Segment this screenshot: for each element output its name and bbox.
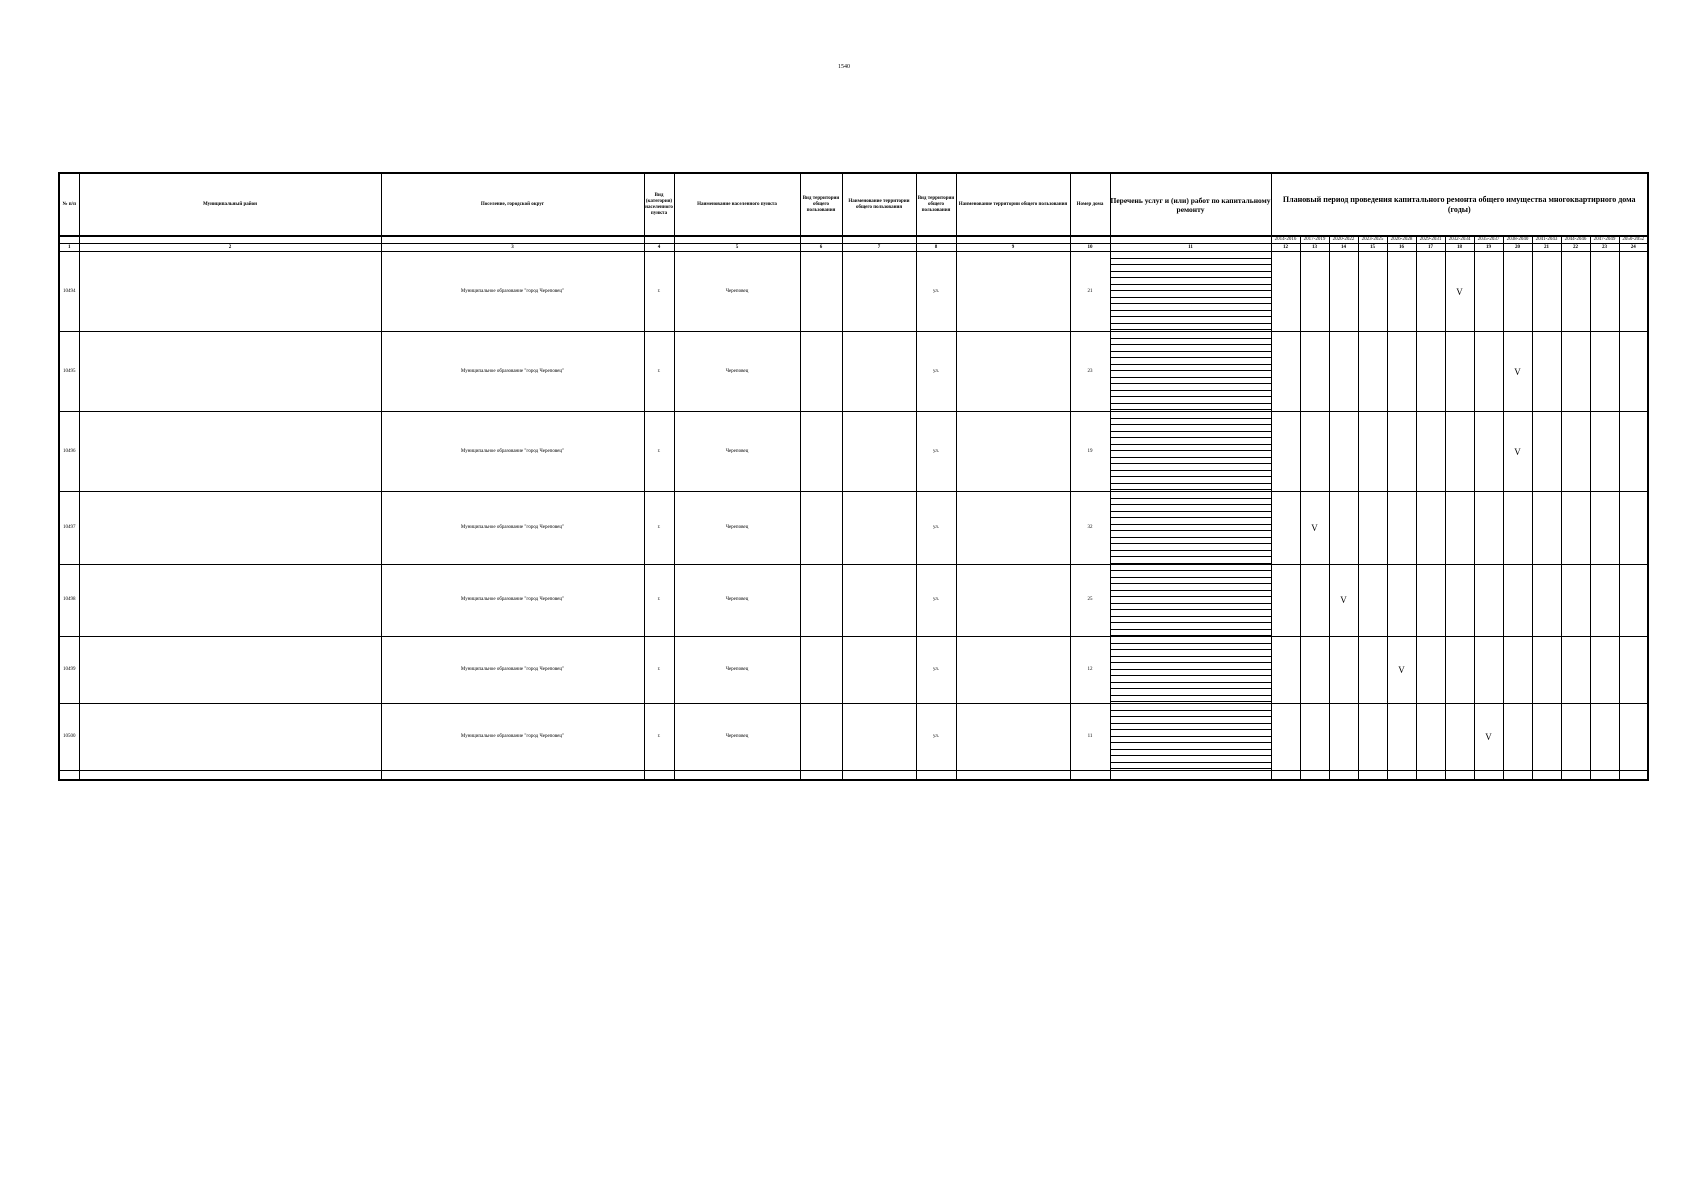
year-cell	[1271, 412, 1300, 492]
area-kind-cell	[800, 564, 842, 637]
year-cell	[1271, 332, 1300, 412]
column-number: 21	[1532, 244, 1561, 252]
header-area-kind: Вид территории общего пользования	[800, 173, 842, 236]
year-cell	[1300, 252, 1329, 332]
column-number: 10	[1070, 244, 1110, 252]
locality-kind-cell: г.	[644, 252, 674, 332]
year-cell	[1445, 412, 1474, 492]
column-number: 6	[800, 244, 842, 252]
year-cell	[1532, 252, 1561, 332]
header-locality: Наименование населенного пункта	[674, 173, 800, 236]
year-cell	[1445, 704, 1474, 771]
column-number: 13	[1300, 244, 1329, 252]
row-number: 10498	[59, 564, 79, 637]
year-cell	[1474, 564, 1503, 637]
year-cell	[1532, 637, 1561, 704]
works-list-line	[1111, 324, 1271, 331]
year-header: 2038-2040	[1503, 236, 1532, 244]
empty-cell	[916, 771, 956, 781]
year-cell	[1561, 637, 1590, 704]
empty-cell	[1416, 771, 1445, 781]
row-number: 10499	[59, 637, 79, 704]
year-cell	[1474, 637, 1503, 704]
year-cell	[1329, 252, 1358, 332]
year-cell	[1503, 564, 1532, 637]
works-list-cell	[1110, 492, 1271, 565]
year-cell	[1271, 564, 1300, 637]
year-header: 2017-2019	[1300, 236, 1329, 244]
works-list-line	[1111, 630, 1271, 637]
column-number: 24	[1619, 244, 1648, 252]
year-cell	[1358, 332, 1387, 412]
area-kind-cell	[800, 492, 842, 565]
area-name-cell	[842, 412, 916, 492]
year-header: 2014-2016	[1271, 236, 1300, 244]
year-header: 2023-2025	[1358, 236, 1387, 244]
row-number: 10496	[59, 412, 79, 492]
works-list-cell	[1110, 412, 1271, 492]
year-cell	[1561, 492, 1590, 565]
year-header: 2029-2031	[1416, 236, 1445, 244]
column-number: 5	[674, 244, 800, 252]
table-row	[59, 412, 1648, 492]
year-cell	[1416, 564, 1445, 637]
year-cell	[1358, 492, 1387, 565]
column-numbers-row	[59, 244, 1648, 252]
year-cell	[1445, 492, 1474, 565]
area-name-cell	[842, 564, 916, 637]
empty-cell	[1387, 771, 1416, 781]
year-cell	[1445, 637, 1474, 704]
works-list-line	[1111, 484, 1271, 491]
works-list-cell	[1110, 704, 1271, 771]
year-cell	[1590, 564, 1619, 637]
header-number: № п/п	[59, 173, 79, 236]
table-row	[59, 492, 1648, 565]
area-kind-cell	[800, 252, 842, 332]
year-cell	[1619, 564, 1648, 637]
locality-cell: Череповец	[674, 637, 800, 704]
year-cell	[1619, 637, 1648, 704]
year-cell	[1358, 637, 1387, 704]
empty-cell	[644, 771, 674, 781]
year-cell	[1503, 637, 1532, 704]
column-number: 9	[956, 244, 1070, 252]
locality-kind-cell: г.	[644, 412, 674, 492]
year-cell	[1387, 564, 1416, 637]
year-cell	[1445, 564, 1474, 637]
works-list-cell	[1110, 252, 1271, 332]
empty-cell	[1358, 771, 1387, 781]
year-cell	[1474, 412, 1503, 492]
empty-cell	[381, 771, 644, 781]
header-area-name: Наименование территории общего пользования	[842, 173, 916, 236]
planned-period-mark: V	[1387, 637, 1416, 704]
year-cell	[1329, 412, 1358, 492]
row-number: 10495	[59, 332, 79, 412]
area-kind-cell	[800, 412, 842, 492]
year-cell	[1503, 252, 1532, 332]
year-cell	[1561, 704, 1590, 771]
header-house: Номер дома	[1070, 173, 1110, 236]
planned-period-mark: V	[1503, 412, 1532, 492]
table-row	[59, 637, 1648, 704]
house-number-cell: 23	[1070, 332, 1110, 412]
year-cell	[1416, 332, 1445, 412]
area-kind-cell	[800, 332, 842, 412]
column-number: 19	[1474, 244, 1503, 252]
column-number: 18	[1445, 244, 1474, 252]
street-kind-cell: ул.	[916, 332, 956, 412]
empty-cell	[1503, 771, 1532, 781]
header-district: Муниципальный район	[79, 173, 381, 236]
house-number-cell: 21	[1070, 252, 1110, 332]
settlement-cell: Муниципальное образование "город Череповец"	[381, 332, 644, 412]
column-number: 23	[1590, 244, 1619, 252]
locality-cell: Череповец	[674, 332, 800, 412]
locality-cell: Череповец	[674, 252, 800, 332]
settlement-cell: Муниципальное образование "город Череповец"	[381, 637, 644, 704]
empty-cell	[800, 771, 842, 781]
works-list-line	[1111, 557, 1271, 564]
district-cell	[79, 637, 381, 704]
empty-cell	[1271, 771, 1300, 781]
settlement-cell: Муниципальное образование "город Череповец"	[381, 704, 644, 771]
locality-kind-cell: г.	[644, 492, 674, 565]
year-cell	[1445, 332, 1474, 412]
year-cell	[1416, 704, 1445, 771]
street-kind-cell: ул.	[916, 412, 956, 492]
column-number: 17	[1416, 244, 1445, 252]
district-cell	[79, 252, 381, 332]
year-cell	[1300, 637, 1329, 704]
year-cell	[1387, 332, 1416, 412]
year-cell	[1358, 704, 1387, 771]
year-cell	[1590, 332, 1619, 412]
page-number: 1540	[838, 64, 850, 70]
settlement-cell: Муниципальное образование "город Череповец"	[381, 252, 644, 332]
year-cell	[1271, 637, 1300, 704]
year-cell	[1416, 252, 1445, 332]
area-name-cell	[842, 252, 916, 332]
planned-period-mark: V	[1445, 252, 1474, 332]
year-cell	[1329, 332, 1358, 412]
house-number-cell: 25	[1070, 564, 1110, 637]
empty-cell	[1329, 771, 1358, 781]
empty-cell	[1300, 771, 1329, 781]
table-row	[59, 252, 1648, 332]
year-cell	[1503, 704, 1532, 771]
year-cell	[1387, 412, 1416, 492]
year-cell	[1387, 704, 1416, 771]
year-cell	[1387, 252, 1416, 332]
empty-cell	[1590, 771, 1619, 781]
table-row	[59, 704, 1648, 771]
year-cell	[1358, 252, 1387, 332]
street-kind-cell: ул.	[916, 252, 956, 332]
empty-cell	[1110, 771, 1271, 781]
planned-period-mark: V	[1503, 332, 1532, 412]
district-cell	[79, 704, 381, 771]
street-name-cell	[956, 704, 1070, 771]
planned-period-mark: V	[1474, 704, 1503, 771]
year-cell	[1561, 564, 1590, 637]
column-number: 7	[842, 244, 916, 252]
header-settlement: Поселение, городской округ	[381, 173, 644, 236]
locality-kind-cell: г.	[644, 332, 674, 412]
year-cell	[1590, 412, 1619, 492]
empty-cell	[79, 771, 381, 781]
year-cell	[1300, 564, 1329, 637]
repair-schedule-sheet	[58, 172, 1649, 781]
district-cell	[79, 492, 381, 565]
year-header: 2035-2037	[1474, 236, 1503, 244]
district-cell	[79, 332, 381, 412]
column-number: 11	[1110, 244, 1271, 252]
year-cell	[1619, 332, 1648, 412]
year-cell	[1590, 704, 1619, 771]
area-kind-cell	[800, 637, 842, 704]
works-list-cell	[1110, 564, 1271, 637]
year-cell	[1503, 492, 1532, 565]
year-cell	[1387, 492, 1416, 565]
year-cell	[1329, 704, 1358, 771]
house-number-cell: 12	[1070, 637, 1110, 704]
empty-cell	[1619, 771, 1648, 781]
year-cell	[1358, 412, 1387, 492]
repair-schedule-table	[58, 172, 1649, 781]
year-header: 2032-2034	[1445, 236, 1474, 244]
district-cell	[79, 412, 381, 492]
column-number: 15	[1358, 244, 1387, 252]
year-cell	[1619, 252, 1648, 332]
year-cell	[1590, 637, 1619, 704]
year-cell	[1619, 412, 1648, 492]
works-list-line	[1111, 696, 1271, 703]
column-number: 22	[1561, 244, 1590, 252]
year-cell	[1358, 564, 1387, 637]
area-name-cell	[842, 492, 916, 565]
area-name-cell	[842, 637, 916, 704]
street-name-cell	[956, 564, 1070, 637]
year-cell	[1300, 332, 1329, 412]
year-cell	[1619, 492, 1648, 565]
year-cell	[1532, 704, 1561, 771]
year-cell	[1329, 637, 1358, 704]
year-cell	[1532, 332, 1561, 412]
header-street-name: Наименование территории общего пользования	[956, 173, 1070, 236]
street-kind-cell: ул.	[916, 564, 956, 637]
district-cell	[79, 564, 381, 637]
empty-cell	[842, 771, 916, 781]
year-cell	[1271, 492, 1300, 565]
year-header: 2050-2052	[1619, 236, 1648, 244]
year-cell	[1416, 412, 1445, 492]
year-cell	[1416, 637, 1445, 704]
year-header: 2044-2046	[1561, 236, 1590, 244]
empty-cell	[1474, 771, 1503, 781]
locality-cell: Череповец	[674, 704, 800, 771]
year-cell	[1561, 252, 1590, 332]
column-number: 14	[1329, 244, 1358, 252]
locality-kind-cell: г.	[644, 704, 674, 771]
continuation-row	[59, 771, 1648, 781]
street-name-cell	[956, 412, 1070, 492]
street-kind-cell: ул.	[916, 492, 956, 565]
locality-kind-cell: г.	[644, 637, 674, 704]
column-number: 3	[381, 244, 644, 252]
locality-cell: Череповец	[674, 564, 800, 637]
settlement-cell: Муниципальное образование "город Череповец"	[381, 492, 644, 565]
row-number: 10494	[59, 252, 79, 332]
street-name-cell	[956, 332, 1070, 412]
locality-cell: Череповец	[674, 412, 800, 492]
year-header: 2047-2049	[1590, 236, 1619, 244]
empty-cell	[1070, 771, 1110, 781]
street-kind-cell: ул.	[916, 704, 956, 771]
header-works: Перечень услуг и (или) работ по капитальному ремонту	[1110, 173, 1271, 236]
column-number: 20	[1503, 244, 1532, 252]
table-row	[59, 332, 1648, 412]
year-cell	[1532, 564, 1561, 637]
empty-cell	[956, 771, 1070, 781]
row-number: 10500	[59, 704, 79, 771]
locality-kind-cell: г.	[644, 564, 674, 637]
year-cell	[1590, 492, 1619, 565]
year-cell	[1271, 704, 1300, 771]
column-number: 8	[916, 244, 956, 252]
area-kind-cell	[800, 704, 842, 771]
year-cell	[1561, 412, 1590, 492]
column-number: 2	[79, 244, 381, 252]
area-name-cell	[842, 704, 916, 771]
year-cell	[1329, 492, 1358, 565]
header-row	[59, 173, 1648, 236]
empty-cell	[1445, 771, 1474, 781]
column-number: 4	[644, 244, 674, 252]
year-cell	[1561, 332, 1590, 412]
year-cell	[1300, 412, 1329, 492]
column-number: 12	[1271, 244, 1300, 252]
empty-cell	[59, 771, 79, 781]
house-number-cell: 32	[1070, 492, 1110, 565]
empty-cell	[1532, 771, 1561, 781]
empty-cell	[1561, 771, 1590, 781]
year-cell	[1590, 252, 1619, 332]
header-locality-kind: Вид (категория) населенного пункта	[644, 173, 674, 236]
works-list-cell	[1110, 637, 1271, 704]
street-kind-cell: ул.	[916, 637, 956, 704]
year-header: 2026-2028	[1387, 236, 1416, 244]
planned-period-mark: V	[1300, 492, 1329, 565]
row-number: 10497	[59, 492, 79, 565]
year-cell	[1619, 704, 1648, 771]
street-name-cell	[956, 637, 1070, 704]
settlement-cell: Муниципальное образование "город Череповец"	[381, 412, 644, 492]
header-period: Плановый период проведения капитального ремонта общего имущества многоквартирного дома (годы)	[1271, 173, 1648, 236]
column-number: 1	[59, 244, 79, 252]
year-cell	[1300, 704, 1329, 771]
year-header: 2041-2043	[1532, 236, 1561, 244]
header-street-kind: Вид территории общего пользования	[916, 173, 956, 236]
locality-cell: Череповец	[674, 492, 800, 565]
year-cell	[1271, 252, 1300, 332]
works-list-line	[1111, 763, 1271, 770]
year-header: 2020-2022	[1329, 236, 1358, 244]
year-cell	[1474, 252, 1503, 332]
table-row	[59, 564, 1648, 637]
house-number-cell: 19	[1070, 412, 1110, 492]
house-number-cell: 11	[1070, 704, 1110, 771]
planned-period-mark: V	[1329, 564, 1358, 637]
year-cell	[1416, 492, 1445, 565]
works-list-line	[1111, 404, 1271, 411]
column-number: 16	[1387, 244, 1416, 252]
works-list-cell	[1110, 332, 1271, 412]
year-cell	[1474, 492, 1503, 565]
settlement-cell: Муниципальное образование "город Череповец"	[381, 564, 644, 637]
empty-cell	[674, 771, 800, 781]
street-name-cell	[956, 492, 1070, 565]
street-name-cell	[956, 252, 1070, 332]
year-cell	[1474, 332, 1503, 412]
area-name-cell	[842, 332, 916, 412]
year-cell	[1532, 492, 1561, 565]
year-cell	[1532, 412, 1561, 492]
years-row	[59, 236, 1648, 244]
